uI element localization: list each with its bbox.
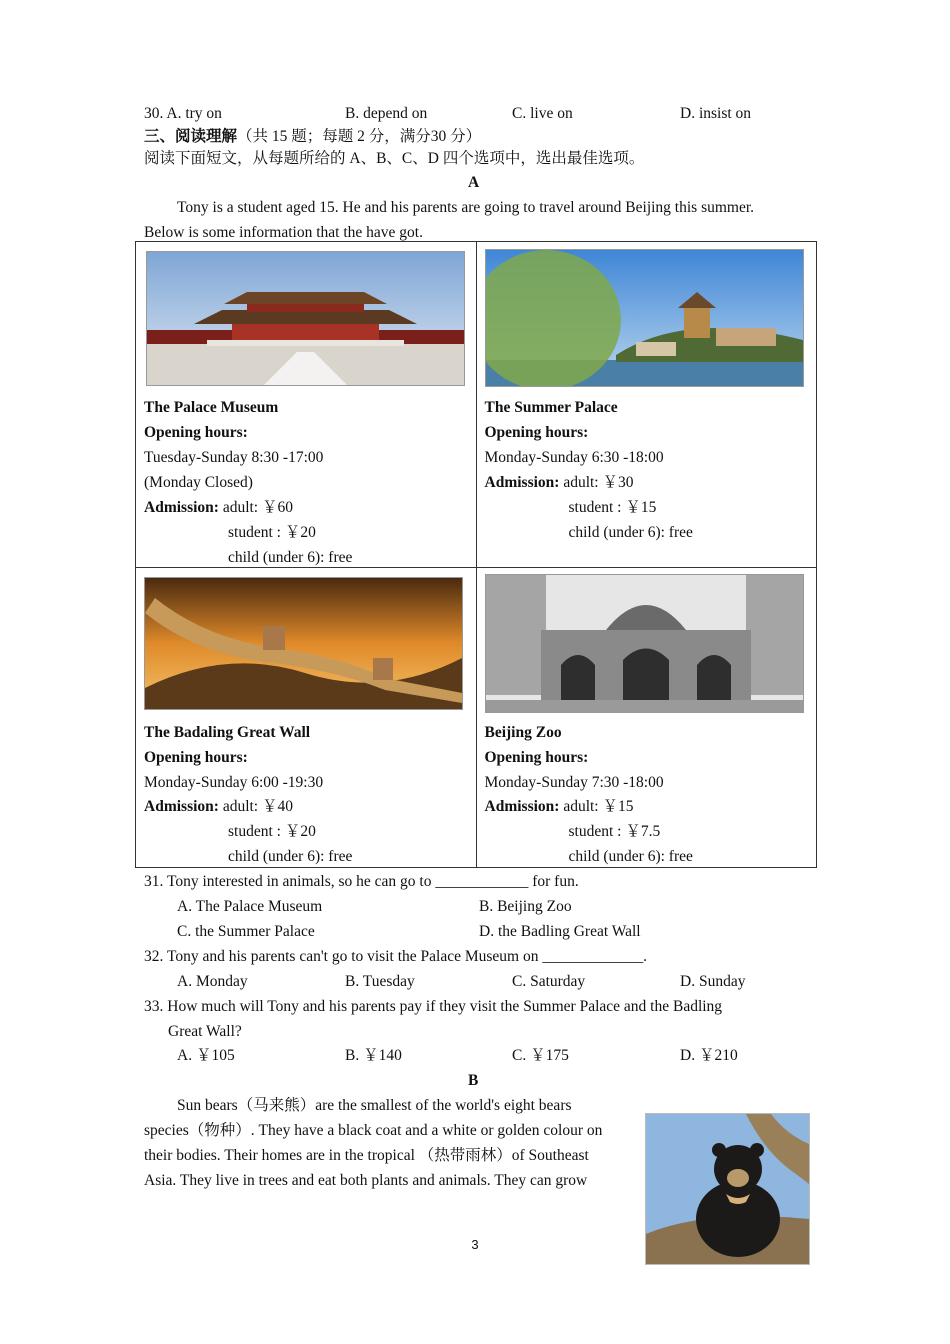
q30-option-b: B. depend on	[345, 105, 428, 122]
section-title: 三、阅读理解	[144, 128, 238, 145]
summer-palace-child-price: child (under 6): free	[568, 524, 693, 541]
beijing-zoo-hours: Monday-Sunday 7:30 -18:00	[484, 774, 664, 791]
palace-museum-closed-note: (Monday Closed)	[144, 474, 253, 491]
q31-option-d: D. the Badling Great Wall	[479, 923, 641, 940]
cell-summer-palace	[476, 242, 817, 568]
q31-option-a: A. The Palace Museum	[177, 898, 323, 915]
passage-b-heading: B	[468, 1072, 479, 1089]
beijing-zoo-admission	[485, 794, 634, 819]
summer-palace-student-price: student : ￥15	[568, 499, 657, 516]
passage-b-line4: Asia. They live in trees and eat both plants and animals. They can grow	[144, 1172, 588, 1189]
sun-bear-photo	[645, 1113, 810, 1265]
passage-b-line2: species（物种）. They have a black coat and a white or golden colour on	[144, 1122, 603, 1139]
great-wall-child-price: child (under 6): free	[228, 848, 353, 865]
attractions-table	[135, 241, 817, 868]
q32-stem: 32. Tony and his parents can't go to visit the Palace Museum on _____________.	[144, 948, 647, 965]
cell-beijing-zoo	[476, 568, 817, 868]
palace-museum-photo	[146, 251, 465, 386]
great-wall-hours: Monday-Sunday 6:00 -19:30	[144, 774, 324, 791]
beijing-zoo-name: Beijing Zoo	[484, 724, 562, 741]
q32-option-b: B. Tuesday	[345, 973, 415, 990]
great-wall-admission	[144, 794, 293, 819]
q30-option-a: 30. A. try on	[144, 105, 222, 122]
great-wall-name: The Badaling Great Wall	[144, 724, 311, 741]
summer-palace-admission	[485, 470, 634, 495]
beijing-zoo-child-price: child (under 6): free	[568, 848, 693, 865]
q33-option-c: C. ￥175	[512, 1047, 569, 1064]
palace-museum-hours: Tuesday-Sunday 8:30 -17:00	[144, 449, 324, 466]
great-wall-hours-label: Opening hours:	[144, 749, 248, 766]
summer-palace-adult-price: adult: ￥30	[559, 474, 634, 491]
admission-label: Admission:	[484, 798, 560, 815]
q31-option-c: C. the Summer Palace	[177, 923, 315, 940]
q33-option-a: A. ￥105	[177, 1047, 235, 1064]
section-note: （共 15 题；每题 2 分，满分30 分）	[237, 128, 482, 145]
q30-option-d: D. insist on	[680, 105, 752, 122]
passage-b-line3: their bodies. Their homes are in the tropical （热带雨林）of Southeast	[144, 1147, 589, 1164]
q31-option-b: B. Beijing Zoo	[479, 898, 572, 915]
q33-stem-line1: 33. How much will Tony and his parents pay if they visit the Summer Palace and the Badling	[144, 998, 723, 1015]
beijing-zoo-hours-label: Opening hours:	[484, 749, 589, 766]
palace-museum-student-price: student : ￥20	[228, 524, 316, 541]
admission-label: Admission:	[144, 798, 219, 815]
cell-palace-museum	[136, 242, 477, 568]
beijing-zoo-student-price: student : ￥7.5	[568, 823, 661, 840]
admission-label: Admission:	[144, 499, 219, 516]
palace-museum-hours-label: Opening hours:	[144, 424, 248, 441]
q32-option-a: A. Monday	[177, 973, 248, 990]
palace-museum-admission	[144, 495, 293, 520]
cell-great-wall	[136, 568, 477, 868]
passage-a-intro-line1: Tony is a student aged 15. He and his parents are going to travel around Beijing this summer.	[177, 199, 755, 216]
q30-option-c: C. live on	[512, 105, 573, 122]
passage-a-intro-line2: Below is some information that the have got.	[144, 224, 423, 241]
q32-option-d: D. Sunday	[680, 973, 746, 990]
passage-b-line1: Sun bears（马来熊）are the smallest of the world's eight bears	[177, 1097, 572, 1114]
great-wall-photo	[144, 577, 463, 710]
palace-museum-name: The Palace Museum	[144, 399, 279, 416]
great-wall-adult-price: adult: ￥40	[218, 798, 293, 815]
great-wall-student-price: student : ￥20	[228, 823, 316, 840]
beijing-zoo-adult-price: adult: ￥15	[559, 798, 634, 815]
summer-palace-name: The Summer Palace	[484, 399, 618, 416]
palace-museum-child-price: child (under 6): free	[228, 549, 353, 566]
q31-stem: 31. Tony interested in animals, so he can go to ____________ for fun.	[144, 873, 579, 890]
summer-palace-photo	[485, 249, 804, 387]
beijing-zoo-photo	[485, 574, 804, 713]
summer-palace-hours: Monday-Sunday 6:30 -18:00	[484, 449, 664, 466]
instructions: 阅读下面短文，从每题所给的 A、B、C、D 四个选项中，选出最佳选项。	[144, 150, 645, 167]
palace-museum-adult-price: adult: ￥60	[218, 499, 293, 516]
passage-a-heading: A	[468, 174, 480, 191]
page-number: 3	[471, 1237, 479, 1252]
q33-option-b: B. ￥140	[345, 1047, 402, 1064]
admission-label: Admission:	[484, 474, 560, 491]
q33-stem-line2: Great Wall?	[168, 1023, 242, 1040]
q33-option-d: D. ￥210	[680, 1047, 738, 1064]
q32-option-c: C. Saturday	[512, 973, 586, 990]
summer-palace-hours-label: Opening hours:	[484, 424, 589, 441]
